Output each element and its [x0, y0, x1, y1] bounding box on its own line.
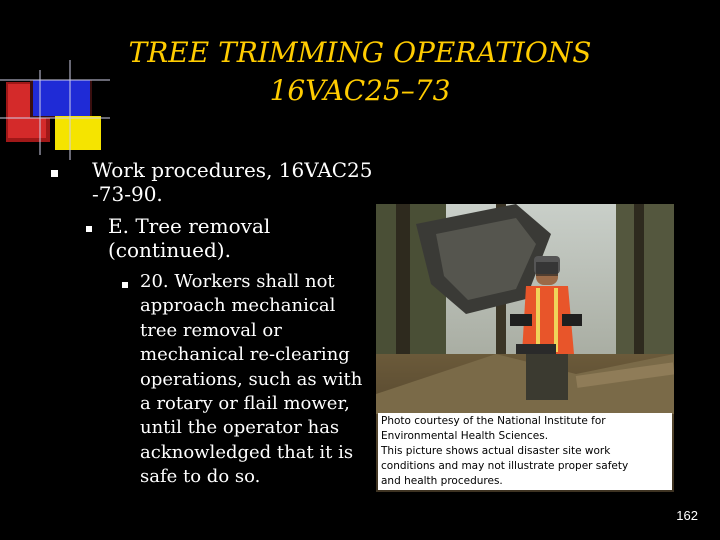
- bullet-work-procedures: Work procedures, 16VAC25 -73-90.: [92, 158, 373, 206]
- bullet-tree-removal: E. Tree removal (continued).: [108, 214, 271, 262]
- bullet-workers-shall-not-approach: 20. Workers shall not approach mechanical tree removal or mechanical re-clearing operations, such as with a rotary or flail mower, until the operator has acknowledged that it is safe to do so.: [140, 271, 363, 488]
- title-line-2: 16VAC25–73: [269, 74, 451, 107]
- page-number: 162: [676, 508, 698, 523]
- title-line-1: TREE TRIMMING OPERATIONS: [128, 36, 592, 69]
- bullet-marker: [51, 170, 58, 177]
- photo-caption: Photo courtesy of the National Institute for Environmental Health Sciences. This picture shows actual disaster site work conditions and may not illustrate proper safety and health procedures.: [378, 413, 672, 490]
- slide-title: [60, 34, 660, 110]
- bullet-marker: [122, 282, 128, 288]
- bullet-marker: [86, 226, 92, 232]
